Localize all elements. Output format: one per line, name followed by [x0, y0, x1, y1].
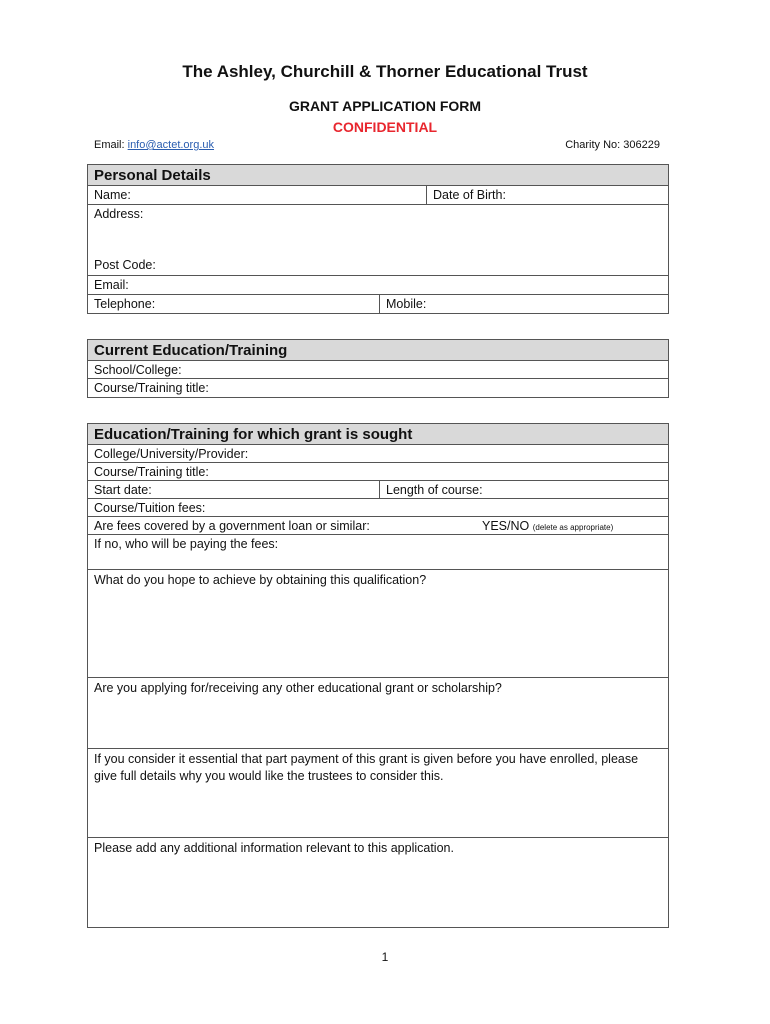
address-field[interactable]: Address:: [94, 207, 144, 221]
fees-row: [88, 499, 668, 517]
sought-course-row: [88, 463, 668, 481]
email-row: [88, 276, 668, 295]
trust-title: The Ashley, Churchill & Thorner Educational Trust: [182, 62, 588, 81]
yes-no-choice[interactable]: [482, 518, 613, 536]
confidential-label: CONFIDENTIAL: [332, 119, 438, 135]
other-grant-row: [88, 678, 668, 749]
additional-info-field[interactable]: Please add any additional information relevant to this application.: [94, 841, 454, 855]
email-label: Email:: [94, 139, 128, 151]
yes-no-note: (delete as appropriate): [532, 523, 614, 532]
school-field[interactable]: School/College:: [94, 363, 182, 377]
achieve-row: [88, 570, 668, 678]
email-link[interactable]: info@actet.org.uk: [127, 139, 215, 151]
fees-field[interactable]: Course/Tuition fees:: [94, 501, 206, 515]
loan-row: [88, 517, 668, 535]
dob-field[interactable]: Date of Birth:: [433, 188, 506, 202]
page-number: 1: [381, 950, 389, 964]
who-pays-field[interactable]: If no, who will be paying the fees:: [94, 537, 279, 551]
section-header: Current Education/Training: [88, 340, 668, 361]
telephone-row: [88, 295, 668, 313]
contact-email: [94, 139, 214, 151]
name-row: [88, 186, 668, 205]
form-title: GRANT APPLICATION FORM: [288, 98, 482, 114]
personal-details-section: [87, 164, 669, 314]
telephone-field[interactable]: Telephone:: [88, 295, 380, 313]
loan-question: Are fees covered by a government loan or similar:: [94, 519, 370, 533]
part-payment-field[interactable]: If you consider it essential that part payment of this grant is given before you have enrolled, please give full details why you would like the trustees to consider this.: [94, 752, 639, 783]
current-course-row: [88, 379, 668, 397]
address-row: [88, 205, 668, 276]
mobile-field[interactable]: Mobile:: [386, 297, 427, 311]
course-length-field[interactable]: Length of course:: [386, 483, 483, 497]
charity-number: Charity No: 306229: [565, 139, 660, 151]
other-grant-field[interactable]: Are you applying for/receiving any other educational grant or scholarship?: [94, 681, 502, 695]
who-pays-row: [88, 535, 668, 570]
additional-info-row: [88, 838, 668, 927]
achieve-field[interactable]: What do you hope to achieve by obtaining this qualification?: [94, 573, 427, 587]
provider-field[interactable]: College/University/Provider:: [94, 447, 249, 461]
yes-no-label: YES/NO: [482, 519, 530, 533]
school-row: [88, 361, 668, 379]
sought-course-field[interactable]: Course/Training title:: [94, 465, 209, 479]
postcode-field[interactable]: Post Code:: [94, 258, 156, 272]
section-header: Personal Details: [88, 165, 668, 186]
provider-row: [88, 445, 668, 463]
start-row: [88, 481, 668, 499]
section-header: Education/Training for which grant is sought: [88, 424, 668, 445]
part-payment-row: [88, 749, 668, 838]
start-date-field[interactable]: Start date:: [88, 481, 380, 498]
current-education-section: [87, 339, 669, 398]
name-field[interactable]: Name:: [88, 186, 427, 204]
current-course-field[interactable]: Course/Training title:: [94, 381, 209, 395]
email-field[interactable]: Email:: [94, 278, 129, 292]
grant-education-section: [87, 423, 669, 928]
